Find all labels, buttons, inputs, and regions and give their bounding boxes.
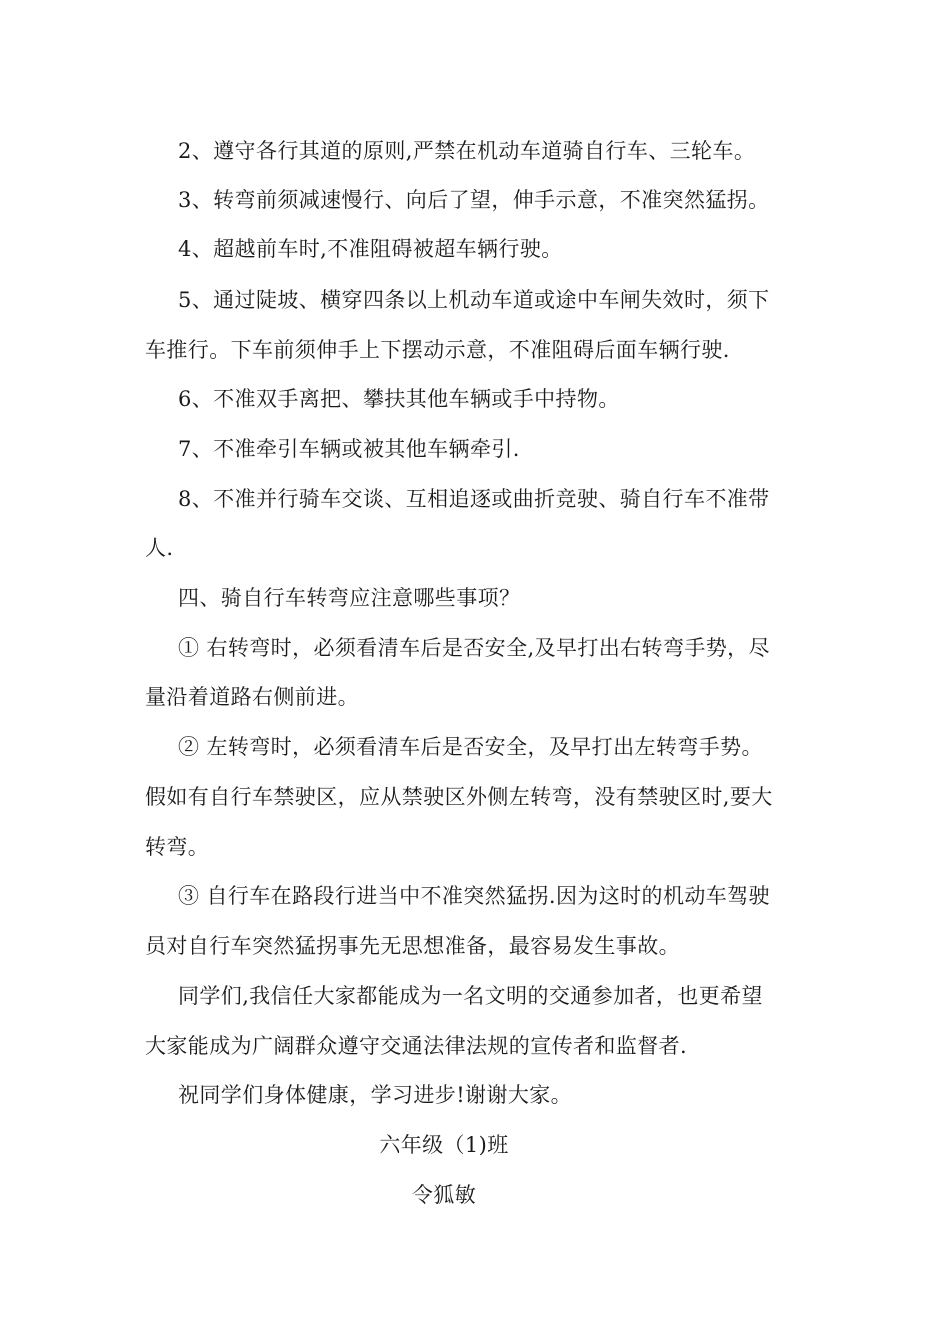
rule-2: 2、遵守各行其道的原则,严禁在机动车道骑自行车、三轮车。 bbox=[178, 139, 756, 163]
item-2-line-2: 假如有自行车禁驶区，应从禁驶区外侧左转弯，没有禁驶区时,要大 bbox=[145, 785, 773, 809]
rule-5-line-1: 5、通过陡坡、横穿四条以上机动车道或途中车闸失效时，须下 bbox=[178, 288, 770, 312]
item-3-line-2: 员对自行车突然猛拐事先无思想准备，最容易发生事故。 bbox=[145, 934, 680, 958]
rule-6: 6、不准双手离把、攀扶其他车辆或手中持物。 bbox=[178, 387, 620, 411]
rule-8-line-1: 8、不准并行骑车交谈、互相追逐或曲折竞驶、骑自行车不准带 bbox=[178, 487, 770, 511]
rule-7: 7、不准牵引车辆或被其他车辆牵引. bbox=[178, 437, 520, 461]
rule-5-line-2: 车推行。下车前须伸手上下摆动示意，不准阻碍后面车辆行驶. bbox=[145, 338, 730, 362]
rule-3: 3、转弯前须减速慢行、向后了望，伸手示意，不准突然猛拐。 bbox=[178, 188, 770, 212]
closing-wish: 祝同学们身体健康，学习进步!谢谢大家。 bbox=[178, 1083, 573, 1107]
item-1-line-1: ① 右转弯时，必须看清车后是否安全,及早打出右转弯手势，尽 bbox=[178, 636, 770, 660]
closing-line-1: 同学们,我信任大家都能成为一名文明的交通参加者，也更希望 bbox=[178, 984, 763, 1008]
item-2-line-1: ② 左转弯时，必须看清车后是否安全，及早打出左转弯手势。 bbox=[178, 735, 763, 759]
rule-4: 4、超越前车时,不准阻碍被超车辆行驶。 bbox=[178, 237, 563, 261]
item-1-line-2: 量沿着道路右侧前进。 bbox=[145, 685, 359, 709]
closing-line-2: 大家能成为广阔群众遵守交通法律法规的宣传者和监督者. bbox=[145, 1034, 688, 1058]
section-heading: 四、骑自行车转弯应注意哪些事项？ bbox=[178, 586, 521, 610]
item-3-line-1: ③ 自行车在路段行进当中不准突然猛拐.因为这时的机动车驾驶 bbox=[178, 884, 770, 908]
author-signature: 令狐敏 bbox=[411, 1183, 477, 1207]
rule-8-line-2: 人. bbox=[145, 536, 174, 560]
class-signature: 六年级（1)班 bbox=[379, 1133, 509, 1157]
item-2-line-3: 转弯。 bbox=[145, 835, 210, 859]
